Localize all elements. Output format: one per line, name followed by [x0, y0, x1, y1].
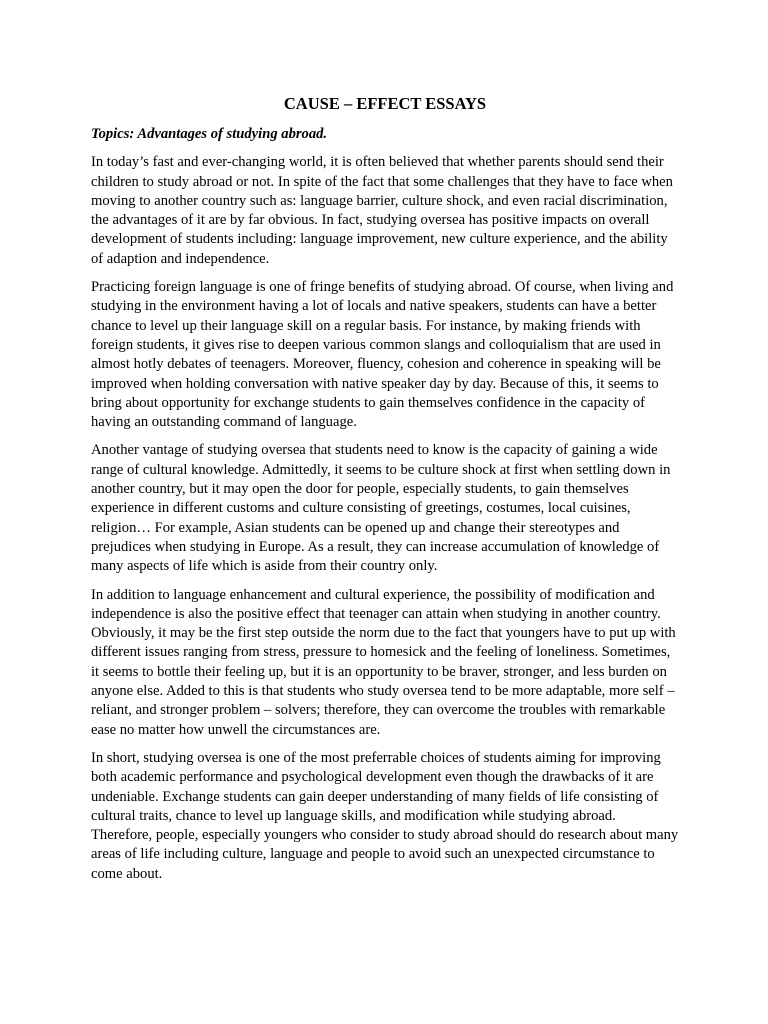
paragraph-conclusion: In short, studying oversea is one of the most preferrable choices of students aiming for improving both academic performance and psychological development even though the drawbacks of it are undeniable. Exchange students can gain deeper understanding of many fields of life consisting of cultural traits, chance to level up language skills, and modification while studying abroad. Therefore, people, especially youngers who consider to study abroad should do research about many areas of life including culture, language and people to avoid such an unexpected circumstance to come about. [91, 749, 679, 882]
document-page [91, 94, 679, 893]
document-title: CAUSE – EFFECT ESSAYS [283, 94, 487, 113]
paragraph-independence: In addition to language enhancement and cultural experience, the possibility of modification and independence is also the positive effect that teenager can attain when studying in another country. Obviously, it may be the first step outside the norm due to the fact that youngers have to put up with different issues ranging from stress, pressure to homesick and the feeling of loneliness. Sometimes, it seems to bottle their feeling up, but it is an opportunity to be braver, stronger, and less burden on anyone else. Added to this is that students who study oversea tend to be more adaptable, more self – reliant, and stronger problem – solvers; therefore, they can overcome the troubles with remarkable ease no matter how unwell the circumstances are. [91, 586, 676, 738]
paragraph-introduction: In today’s fast and ever-changing world, it is often believed that whether parents should send their children to study abroad or not. In spite of the fact that some challenges that they have to face when moving to another country such as: language barrier, culture shock, and even racial discrimination, the advantages of it are by far obvious. In fact, studying oversea has positive impacts on overall development of students including: language improvement, new culture experience, and the ability of adaption and independence. [91, 154, 673, 267]
paragraph-language: Practicing foreign language is one of fringe benefits of studying abroad. Of course, when living and studying in the environment having a lot of locals and native speakers, students can have a better chance to level up their language skill on a regular basis. For instance, by making friends with foreign students, it gives rise to deepen various common slangs and colloquialism that are used in almost hotly debates of teenagers. Moreover, fluency, cohesion and coherence in speaking will be improved when holding conversation with native speaker day by day. Because of this, it seems to bring about opportunity for exchange students to gain themselves confidence in the capacity of having an outstanding command of language. [91, 279, 674, 431]
topic-line: Topics: Advantages of studying abroad. [91, 126, 328, 142]
paragraph-culture: Another vantage of studying oversea that students need to know is the capacity of gaining a wide range of cultural knowledge. Admittedly, it seems to be culture shock at first when settling down in another country, but it may open the door for people, especially students, to gain themselves experience in different customs and culture consisting of greetings, costumes, local cuisines, religion… For example, Asian students can be opened up and change their stereotypes and prejudices when studying in Europe. As a result, they can increase accumulation of knowledge of many aspects of life which is aside from their country only. [91, 442, 671, 575]
